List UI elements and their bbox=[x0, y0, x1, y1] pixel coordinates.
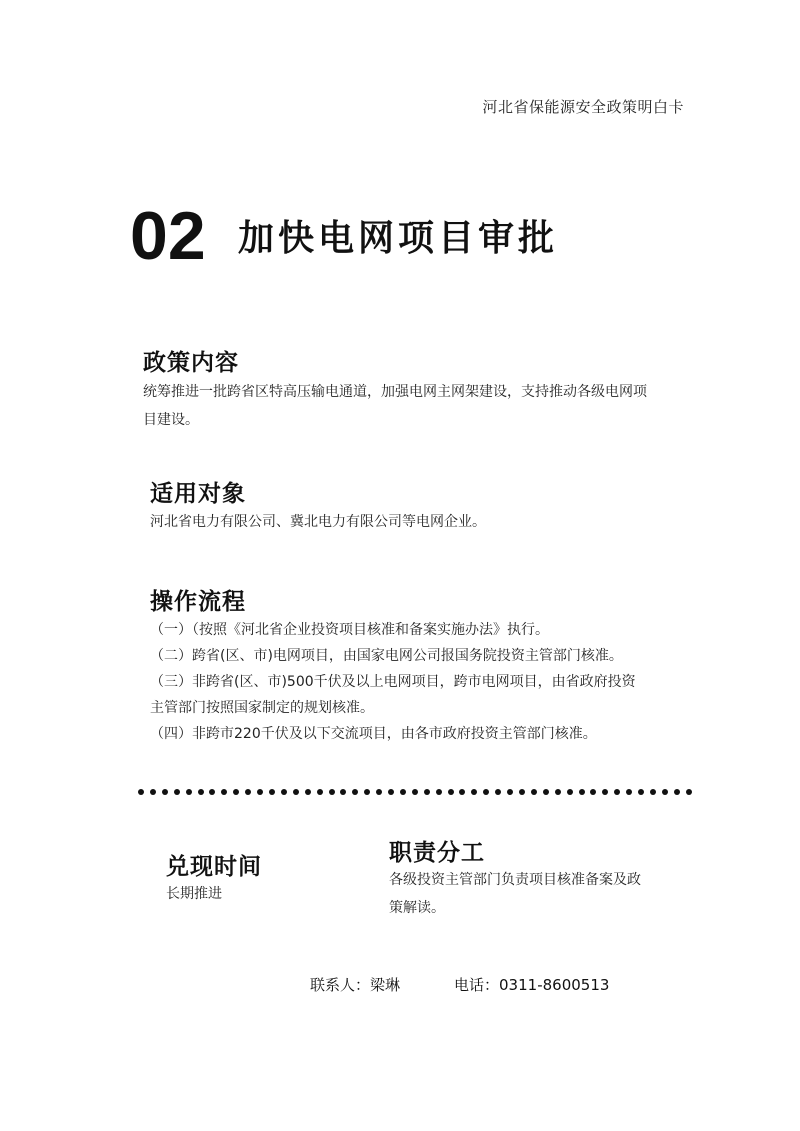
divider-dot bbox=[364, 789, 370, 795]
applicable-targets-text: 河北省电力有限公司、冀北电力有限公司等电网企业。 bbox=[150, 514, 486, 530]
divider-dot bbox=[186, 789, 192, 795]
process-heading: 操作流程 bbox=[150, 589, 246, 615]
divider-dot bbox=[233, 789, 239, 795]
title-number: 02 bbox=[130, 198, 206, 274]
contact-info bbox=[310, 974, 609, 995]
divider-dot bbox=[590, 789, 596, 795]
process-step: （二）跨省(区、市)电网项目，由国家电网公司报国务院投资主管部门核准。 bbox=[150, 648, 623, 664]
divider-dot bbox=[579, 789, 585, 795]
timeline-heading: 兑现时间 bbox=[166, 854, 262, 880]
divider-dot bbox=[448, 789, 454, 795]
divider-dot bbox=[495, 789, 501, 795]
responsibility-line-1: 各级投资主管部门负责项目核准备案及政 bbox=[389, 872, 641, 888]
divider-dot bbox=[162, 789, 168, 795]
divider-dot bbox=[352, 789, 358, 795]
divider-dot bbox=[412, 789, 418, 795]
divider-dot bbox=[483, 789, 489, 795]
divider-dot bbox=[436, 789, 442, 795]
contact-person: 联系人：梁琳 bbox=[310, 976, 401, 994]
responsibility-heading: 职责分工 bbox=[389, 840, 485, 866]
divider-dot bbox=[650, 789, 656, 795]
divider-dot bbox=[674, 789, 680, 795]
divider-dot bbox=[317, 789, 323, 795]
process-step: （一）（按照《河北省企业投资项目核准和备案实施办法》执行。 bbox=[150, 622, 549, 638]
divider-dot bbox=[543, 789, 549, 795]
divider-dot bbox=[221, 789, 227, 795]
page-title: 加快电网项目审批 bbox=[238, 218, 559, 259]
divider-dot bbox=[471, 789, 477, 795]
process-step: （四）非跨市220千伏及以下交流项目，由各市政府投资主管部门核准。 bbox=[150, 726, 597, 742]
divider-dot bbox=[329, 789, 335, 795]
divider-dot bbox=[269, 789, 275, 795]
divider-dot bbox=[209, 789, 215, 795]
divider-dot bbox=[614, 789, 620, 795]
divider-dot bbox=[174, 789, 180, 795]
responsibility-line-2: 策解读。 bbox=[389, 900, 445, 916]
policy-content-line-2: 目建设。 bbox=[143, 412, 199, 428]
divider-dot bbox=[376, 789, 382, 795]
divider-dot bbox=[388, 789, 394, 795]
divider-dot bbox=[459, 789, 465, 795]
divider-dot bbox=[567, 789, 573, 795]
divider-dot bbox=[424, 789, 430, 795]
divider-dot bbox=[340, 789, 346, 795]
divider-dot bbox=[507, 789, 513, 795]
divider-dot bbox=[198, 789, 204, 795]
divider-dot bbox=[555, 789, 561, 795]
header-note: 河北省保能源安全政策明白卡 bbox=[482, 98, 684, 116]
divider-dot bbox=[138, 789, 144, 795]
divider-dot bbox=[150, 789, 156, 795]
process-steps bbox=[150, 617, 690, 747]
divider-dot bbox=[245, 789, 251, 795]
contact-phone: 电话：0311-8600513 bbox=[454, 976, 610, 994]
dotted-divider bbox=[138, 789, 692, 799]
process-step: 主管部门按照国家制定的规划核准。 bbox=[150, 700, 374, 716]
divider-dot bbox=[281, 789, 287, 795]
divider-dot bbox=[602, 789, 608, 795]
applicable-targets-heading: 适用对象 bbox=[150, 481, 246, 507]
divider-dot bbox=[400, 789, 406, 795]
responsibility-body bbox=[389, 866, 709, 922]
policy-content-line-1: 统筹推进一批跨省区特高压输电通道，加强电网主网架建设，支持推动各级电网项 bbox=[143, 384, 647, 400]
divider-dot bbox=[626, 789, 632, 795]
divider-dot bbox=[662, 789, 668, 795]
divider-dot bbox=[257, 789, 263, 795]
policy-content-body bbox=[143, 378, 703, 434]
divider-dot bbox=[638, 789, 644, 795]
divider-dot bbox=[305, 789, 311, 795]
divider-dot bbox=[686, 789, 692, 795]
divider-dot bbox=[531, 789, 537, 795]
policy-content-heading: 政策内容 bbox=[143, 350, 239, 376]
divider-dot bbox=[519, 789, 525, 795]
process-step: （三）非跨省(区、市)500千伏及以上电网项目，跨市电网项目，由省政府投资 bbox=[150, 674, 636, 690]
divider-dot bbox=[293, 789, 299, 795]
timeline-text: 长期推进 bbox=[166, 886, 222, 902]
